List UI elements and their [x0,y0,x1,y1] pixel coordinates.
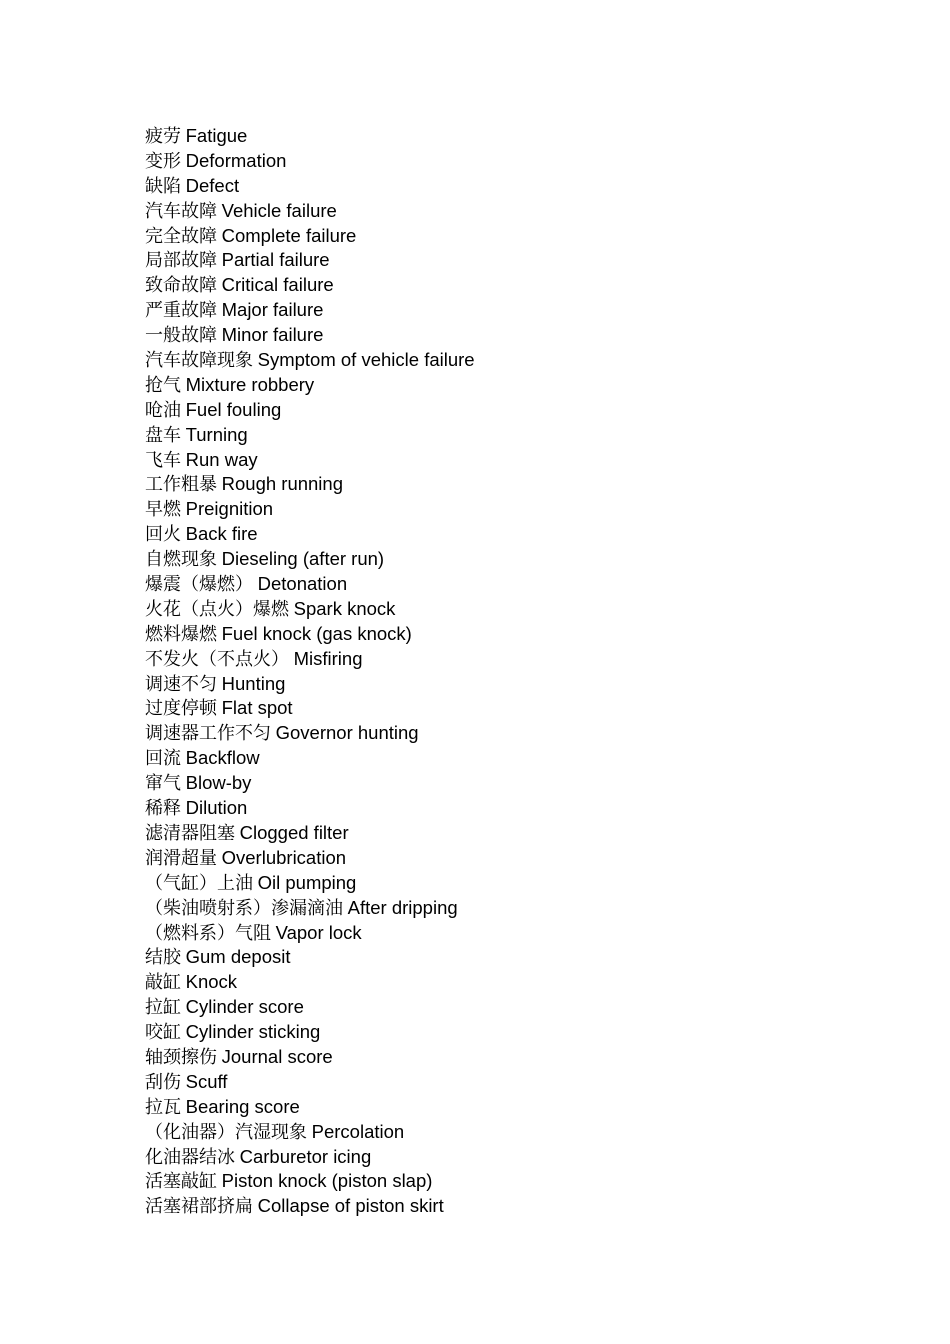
glossary-entry [145,522,475,547]
glossary-entry [145,746,475,771]
english-term: Piston knock (piston slap) [221,1170,433,1192]
chinese-term: （气缸）上油 [145,872,253,894]
english-term: Clogged filter [239,821,349,843]
chinese-term: 过度停顿 [145,698,217,720]
chinese-term: 拉缸 [145,997,181,1019]
chinese-term: 疲劳 [145,126,181,147]
english-term: Partial failure [221,249,330,271]
english-term: Minor failure [221,324,324,346]
glossary-entry [145,945,475,970]
english-term: Percolation [311,1120,405,1142]
glossary-entry [145,846,475,871]
glossary-entry [145,149,475,174]
chinese-term: （化油器）汽湿现象 [145,1121,307,1143]
chinese-term: 调速不匀 [145,673,217,695]
english-term: Carburetor icing [239,1145,372,1167]
english-term: Rough running [221,473,343,495]
chinese-term: 局部故障 [145,250,217,272]
chinese-term: 调速器工作不匀 [145,723,271,745]
glossary-entry [145,373,475,398]
glossary-entry [145,298,475,323]
glossary-entry [145,448,475,473]
glossary-entry [145,970,475,995]
english-term: Complete failure [221,224,357,246]
glossary-entry [145,174,475,199]
english-term: Knock [185,971,238,993]
english-term: Flat spot [221,697,293,719]
chinese-term: 盘车 [145,424,181,446]
chinese-term: 变形 [145,150,181,172]
chinese-term: 燃料爆燃 [145,623,217,645]
glossary-entry [145,1095,475,1120]
english-term: Vehicle failure [221,199,337,221]
chinese-term: 滤清器阻塞 [145,822,235,844]
glossary-entry [145,497,475,522]
glossary-entry [145,398,475,423]
english-term: Cylinder sticking [185,1021,321,1043]
chinese-term: 回火 [145,524,181,546]
chinese-term: 呛油 [145,399,181,421]
glossary-entry [145,1070,475,1095]
glossary-entry [145,721,475,746]
glossary-entry [145,248,475,273]
chinese-term: （燃料系）气阻 [145,922,271,944]
english-term: Turning [185,423,248,445]
glossary-entry [145,472,475,497]
english-term: Back fire [185,523,258,545]
english-term: Cylinder score [185,996,304,1018]
chinese-term: 不发火（不点火） [145,648,289,670]
english-term: Vapor lock [275,921,362,943]
english-term: Fuel knock (gas knock) [221,622,412,644]
chinese-term: 一般故障 [145,325,217,347]
english-term: Blow-by [185,772,252,794]
chinese-term: 咬缸 [145,1022,181,1044]
glossary-entry [145,423,475,448]
english-term: Backflow [185,747,260,769]
english-term: Hunting [221,672,286,694]
glossary-entry [145,771,475,796]
chinese-term: 活塞裙部挤扁 [145,1196,253,1218]
glossary-entry [145,696,475,721]
chinese-term: 工作粗暴 [145,474,217,496]
english-term: Scuff [185,1070,228,1092]
english-term: Dieseling (after run) [221,548,385,570]
glossary-entry [145,323,475,348]
english-term: Fuel fouling [185,398,282,420]
english-term: Dilution [185,797,248,819]
chinese-term: 抢气 [145,374,181,396]
chinese-term: 润滑超量 [145,847,217,869]
glossary-entry [145,1169,475,1194]
glossary-entry [145,1194,475,1219]
english-term: Overlubrication [221,846,347,868]
english-term: Governor hunting [275,722,419,744]
glossary-entry [145,224,475,249]
english-term: Deformation [185,149,287,171]
glossary-entry [145,597,475,622]
chinese-term: 稀释 [145,798,181,820]
english-term: Journal score [221,1045,333,1067]
english-term: Collapse of piston skirt [257,1195,444,1217]
chinese-term: 汽车故障 [145,200,217,222]
chinese-term: 窜气 [145,773,181,795]
glossary-entry [145,1045,475,1070]
chinese-term: 结胶 [145,947,181,969]
chinese-term: 缺陷 [145,175,181,197]
english-term: Bearing score [185,1095,300,1117]
english-term: Oil pumping [257,871,357,893]
chinese-term: 自燃现象 [145,549,217,571]
english-term: Misfiring [293,647,363,669]
glossary-entry [145,273,475,298]
glossary-entry [145,672,475,697]
english-term: Gum deposit [185,946,291,968]
chinese-term: 完全故障 [145,225,217,247]
glossary-entry [145,547,475,572]
chinese-term: 严重故障 [145,300,217,322]
chinese-term: 汽车故障现象 [145,350,253,372]
chinese-term: 早燃 [145,499,181,521]
chinese-term: 爆震（爆燃） [145,574,253,596]
glossary-entry [145,1020,475,1045]
english-term: Fatigue [185,125,248,146]
glossary-entry [145,622,475,647]
english-term: Critical failure [221,274,334,296]
english-term: Defect [185,174,240,196]
glossary-entry [145,821,475,846]
glossary-entry [145,348,475,373]
english-term: Symptom of vehicle failure [257,349,475,371]
glossary-entry [145,995,475,1020]
chinese-term: （柴油喷射系）渗漏滴油 [145,897,343,919]
chinese-term: 化油器结冰 [145,1146,235,1168]
chinese-term: 火花（点火）爆燃 [145,598,289,620]
chinese-term: 拉瓦 [145,1096,181,1118]
glossary-entry [145,124,475,149]
chinese-term: 轴颈擦伤 [145,1046,217,1068]
glossary-entry [145,796,475,821]
english-term: Run way [185,448,258,470]
glossary-entry [145,1145,475,1170]
chinese-term: 活塞敲缸 [145,1171,217,1193]
glossary-entry [145,199,475,224]
english-term: Spark knock [293,597,396,619]
chinese-term: 致命故障 [145,275,217,297]
english-term: Mixture robbery [185,373,315,395]
glossary-entry [145,1120,475,1145]
glossary-entry [145,572,475,597]
chinese-term: 刮伤 [145,1071,181,1093]
english-term: Detonation [257,573,348,595]
glossary-entry [145,871,475,896]
chinese-term: 敲缸 [145,972,181,994]
english-term: Preignition [185,498,274,520]
chinese-term: 飞车 [145,449,181,471]
glossary-entry [145,921,475,946]
glossary-entry [145,647,475,672]
english-term: After dripping [347,896,458,918]
english-term: Major failure [221,299,324,321]
glossary-entry [145,896,475,921]
chinese-term: 回流 [145,748,181,770]
glossary-list [145,124,475,1219]
